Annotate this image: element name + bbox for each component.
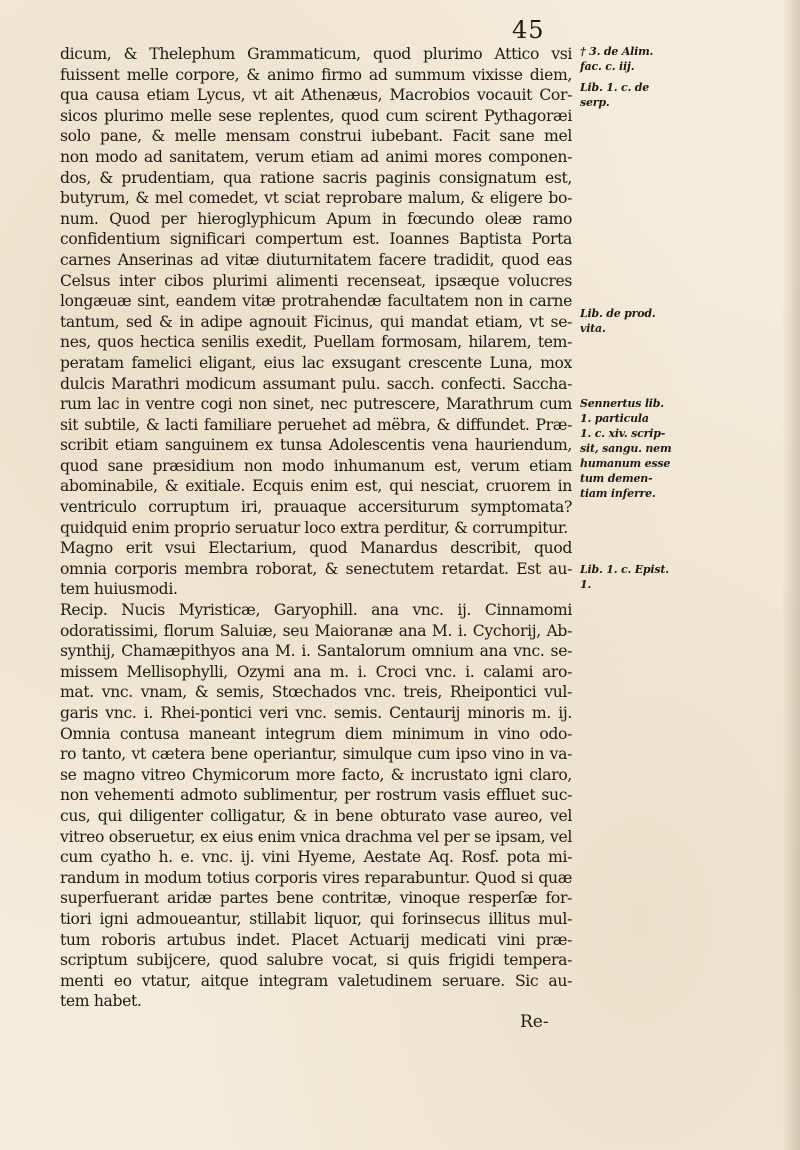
text-line: ro tanto, vt cætera bene operiantur, simulque cum ipso vino in va- (60, 745, 572, 764)
text-line: quod sane præsidium non modo inhumanum est, verum etiam (60, 456, 572, 475)
text-line: nes, quos hectica senilis exedit, Puellam formosam, hilarem, tem- (60, 333, 572, 352)
text-line: dos, & prudentiam, qua ratione sacris paginis consignatum est, (60, 168, 572, 187)
text-line: scriptum subijcere, quod salubre vocat, si quis frigidi tempera- (60, 951, 572, 970)
margin-note (580, 396, 688, 501)
text-line: non modo ad sanitatem, verum etiam ad animi mores componen- (60, 147, 572, 166)
margin-note-line: vita. (580, 322, 606, 335)
text-line: tiori igni admoueantur, stillabit liquor, qui forinsecus illitus mul- (60, 909, 572, 928)
text-line: tum roboris artubus indet. Placet Actuarij medicati vini præ- (60, 930, 572, 949)
text-line: randum in modum totius corporis vires reparabuntur. Quod si quæ (60, 868, 572, 887)
text-line: dulcis Marathri modicum assumant pulu. sacch. confecti. Saccha- (60, 374, 572, 393)
margin-note-line: sit, sangu. nem (580, 442, 672, 455)
text-line: mat. vnc. vnam, & semis, Stœchados vnc. treis, Rheipontici vul- (60, 683, 572, 702)
margin-note (580, 80, 688, 110)
catchword: Re- (520, 1012, 549, 1032)
text-line: longæuæ sint, eandem vitæ protrahendæ facultatem non in carne (60, 292, 572, 311)
margin-note-line: † 3. de Alim. (580, 45, 654, 58)
text-line: Omnia contusa maneant integrum diem minimum in vino odo- (60, 724, 572, 743)
text-line: carnes Anserinas ad vitæ diuturnitatem facere tradidit, quod eas (60, 250, 572, 269)
text-line: Celsus inter cibos plurimi alimenti recenseat, ipsæque volucres (60, 271, 572, 290)
margin-note-line: serp. (580, 96, 610, 109)
page-number: 45 (512, 16, 545, 44)
text-line: fuissent melle corpore, & animo firmo ad summum vixisse diem, (60, 65, 572, 84)
text-line: dicum, & Thelephum Grammaticum, quod plurimo Attico vsi (60, 45, 572, 63)
text-line: confidentium significari compertum est. Ioannes Baptista Porta (60, 230, 572, 249)
margin-note-line: 1. particula (580, 412, 649, 425)
text-line: tantum, sed & in adipe agnouit Ficinus, qui mandat etiam, vt se- (60, 312, 572, 331)
text-line: cum cyatho h. e. vnc. ij. vini Hyeme, Aestate Aq. Rosf. pota mi- (60, 848, 572, 867)
text-line: butyrum, & mel comedet, vt sciat reprobare malum, & eligere bo- (60, 189, 572, 208)
text-line: num. Quod per hieroglyphicum Apum in fœcundo oleæ ramo (60, 209, 572, 228)
text-line: solo pane, & melle mensam construi iubebant. Facit sane mel (60, 127, 572, 146)
text-line: omnia corporis membra roborat, & senectutem retardat. Est au- (60, 559, 572, 578)
body-text (60, 44, 572, 1012)
text-line: quidquid enim proprio seruatur loco extra perditur, & corrumpitur. (60, 518, 568, 537)
text-line: vitreo obseruetur, ex eius enim vnica drachma vel per se ipsam, vel (60, 827, 572, 846)
text-line: qua causa etiam Lycus, vt ait Athenæus, Macrobios vocauit Cor- (60, 86, 572, 105)
text-line: sicos plurimo melle sese replentes, quod cum scirent Pythagoræi (60, 106, 572, 125)
text-line: Recip. Nucis Myristicæ, Garyophill. ana vnc. ij. Cinnamomi (60, 601, 572, 620)
margin-note-line: 1. (580, 578, 592, 591)
text-line: tem habet. (60, 992, 142, 1011)
text-line: abominabile, & exitiale. Ecquis enim est, qui nesciat, cruorem in (60, 477, 572, 496)
text-line: odoratissimi, florum Saluiæ, seu Maioranæ ana M. i. Cychorij, Ab- (60, 621, 572, 640)
margin-note-line: tum demen- (580, 472, 653, 485)
text-line: se magno vitreo Chymicorum more facto, & incrustato igni claro, (60, 765, 572, 784)
margin-note-line: fac. c. iij. (580, 60, 635, 73)
text-line: missem Mellisophylli, Ozymi ana m. i. Croci vnc. i. calami aro- (60, 662, 572, 681)
margin-note-line: Lib. 1. c. de (580, 81, 650, 94)
page-edge-shadow (782, 0, 800, 1150)
text-line: rum lac in ventre cogi non sinet, nec putrescere, Marathrum cum (60, 395, 572, 414)
margin-note (580, 562, 688, 592)
text-line: ventriculo corruptum iri, prauaque accersiturum symptomata? (60, 498, 572, 517)
text-line: tem huiusmodi. (60, 580, 178, 599)
margin-note-line: humanum esse (580, 457, 671, 470)
margin-note-line: 1. c. xiv. scrip- (580, 427, 666, 440)
text-line: peratam famelici eligant, eius lac exsugant crescente Luna, mox (60, 353, 572, 372)
text-line: superfuerant aridæ partes bene contritæ, vinoque resperſæ for- (60, 889, 572, 908)
margin-note-line: Lib. 1. c. Epist. (580, 563, 669, 576)
margin-note-line: Lib. de prod. (580, 307, 656, 320)
text-line: cus, qui diligenter colligatur, & in bene obturato vase aureo, vel (60, 806, 572, 825)
text-line: scribit etiam sanguinem ex tunsa Adolescentis vena hauriendum, (60, 436, 572, 455)
text-line: garis vnc. i. Rhei-pontici veri vnc. semis. Centaurij minoris m. ij. (60, 704, 572, 722)
margin-note (580, 306, 688, 336)
text-line: sit subtile, & lacti familiare peruehet ad mëbra, & diffundet. Præ- (60, 415, 572, 434)
text-line: menti eo vtatur, aitque integram valetudinem seruare. Sic au- (60, 971, 572, 990)
margin-note-line: Sennertus lib. (580, 397, 664, 410)
margin-note-line: tiam inferre. (580, 487, 656, 500)
text-line: synthij, Chamæpithyos ana M. i. Santalorum omnium ana vnc. se- (60, 642, 572, 661)
text-line: Magno erit vsui Electarium, quod Manardus describit, quod (60, 539, 572, 558)
text-line: non vehementi admoto sublimentur, per rostrum vasis effluet suc- (60, 786, 572, 805)
margin-note (580, 44, 688, 74)
